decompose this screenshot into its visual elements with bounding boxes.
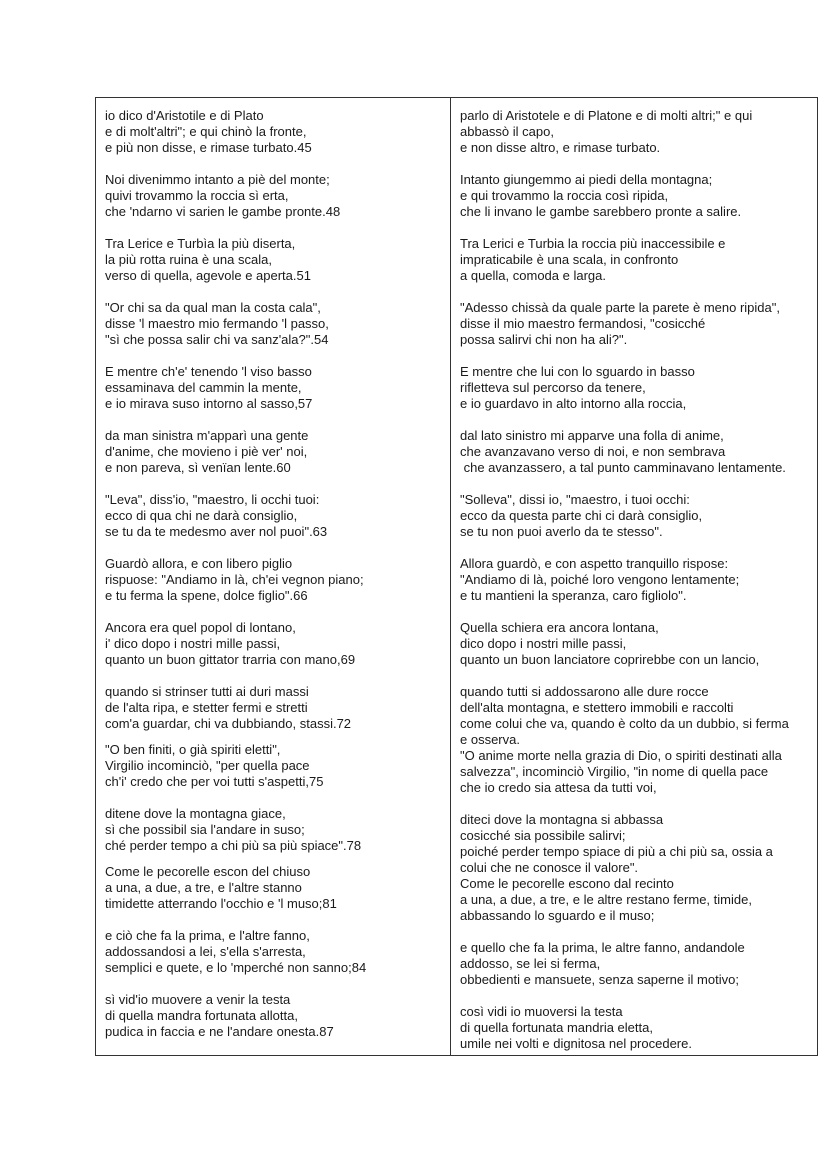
verse-comparison-table [95, 97, 818, 1056]
verse-line: la più rotta ruina è una scala, [105, 252, 272, 267]
stanza [460, 620, 808, 668]
verse-line: Guardò allora, e con libero piglio [105, 556, 293, 571]
stanza [460, 940, 808, 988]
verse-line: e di molt'altri"; e qui chinò la fronte, [105, 124, 307, 139]
verse-line: disse 'l maestro mio fermando 'l passo, [105, 316, 329, 331]
verse-line: e più non disse, e rimase turbato.45 [105, 140, 312, 155]
verse-line: d'anime, che movieno i piè ver' noi, [105, 444, 308, 459]
stanza [460, 364, 808, 412]
stanza [105, 556, 441, 604]
verse-line: e tu ferma la spene, dolce figlio".66 [105, 588, 308, 603]
verse-line: quanto un buon gittator trarria con mano,69 [105, 652, 356, 667]
stanza [105, 864, 441, 912]
verse-line: e qui trovammo la roccia così ripida, [460, 188, 669, 203]
verse-line: quivi trovammo la roccia sì erta, [105, 188, 289, 203]
stanza [105, 806, 441, 854]
verse-line: E mentre ch'e' tenendo 'l viso basso [105, 364, 312, 379]
stanza [105, 236, 441, 284]
verse-line: a quella, comoda e larga. [460, 268, 606, 283]
stanza [460, 492, 808, 540]
verse-line: da man sinistra m'apparì una gente [105, 428, 309, 443]
verse-line: e io mirava suso intorno al sasso,57 [105, 396, 313, 411]
verse-line: come colui che va, quando è colto da un dubbio, si ferma [460, 716, 789, 731]
stanza [105, 928, 441, 976]
verse-line: addossandosi a lei, s'ella s'arresta, [105, 944, 306, 959]
verse-line: possa salirvi chi non ha ali?". [460, 332, 628, 347]
verse-line: "sì che possa salir chi va sanz'ala?".54 [105, 332, 329, 347]
stanza [105, 108, 441, 156]
verse-line: di quella fortunata mandria eletta, [460, 1020, 653, 1035]
stanza [460, 428, 808, 476]
stanza [105, 992, 441, 1040]
verse-line: che avanzassero, a tal punto camminavano lentamente. [460, 460, 786, 475]
verse-line: diteci dove la montagna si abbassa [460, 812, 664, 827]
verse-line: se tu non puoi averlo da te stesso". [460, 524, 663, 539]
verse-line: a una, a due, a tre, e le altre restano ferme, timide, [460, 892, 752, 907]
verse-line: abbassando lo sguardo e il muso; [460, 908, 655, 923]
verse-line: di quella mandra fortunata allotta, [105, 1008, 298, 1023]
verse-line: e ciò che fa la prima, e l'altre fanno, [105, 928, 310, 943]
stanza [105, 428, 441, 476]
verse-line: essaminava del cammin la mente, [105, 380, 302, 395]
verse-line: così vidi io muoversi la testa [460, 1004, 623, 1019]
verse-line: ecco da questa parte chi ci darà consiglio, [460, 508, 703, 523]
stanza [105, 364, 441, 412]
verse-line: disse il mio maestro fermandosi, "cosicché [460, 316, 706, 331]
verse-line: Ancora era quel popol di lontano, [105, 620, 296, 635]
verse-line: cosicché sia possibile salirvi; [460, 828, 626, 843]
verse-line: e osserva. [460, 732, 520, 747]
verse-line: ditene dove la montagna giace, [105, 806, 286, 821]
verse-line: "O ben finiti, o già spiriti eletti", [105, 742, 281, 757]
verse-line: addosso, se lei si ferma, [460, 956, 601, 971]
verse-line: ecco di qua chi ne darà consiglio, [105, 508, 298, 523]
stanza [460, 1004, 808, 1052]
verse-line: verso di quella, agevole e aperta.51 [105, 268, 311, 283]
verse-line: quanto un buon lanciatore coprirebbe con un lancio, [460, 652, 760, 667]
verse-line: Tra Lerice e Turbìa la più diserta, [105, 236, 296, 251]
verse-line: ch'i' credo che per voi tutti s'aspetti,75 [105, 774, 324, 789]
verse-line: che li invano le gambe sarebbero pronte a salire. [460, 204, 742, 219]
verse-line: de l'alta ripa, e stetter fermi e stretti [105, 700, 308, 715]
verse-line: i' dico dopo i nostri mille passi, [105, 636, 281, 651]
verse-line: e non disse altro, e rimase turbato. [460, 140, 661, 155]
verse-line: obbedienti e mansuete, senza saperne il motivo; [460, 972, 739, 987]
verse-line: Come le pecorelle escon del chiuso [105, 864, 311, 879]
verse-line: Quella schiera era ancora lontana, [460, 620, 659, 635]
verse-line: "O anime morte nella grazia di Dio, o spiriti destinati alla [460, 748, 782, 763]
stanza [460, 236, 808, 284]
verse-line: che avanzavano verso di noi, e non sembrava [460, 444, 726, 459]
stanza [105, 172, 441, 220]
verse-line: Come le pecorelle escono dal recinto [460, 876, 674, 891]
verse-line: "Or chi sa da qual man la costa cala", [105, 300, 321, 315]
verse-line: timidette atterrando l'occhio e 'l muso;81 [105, 896, 337, 911]
verse-line: e tu mantieni la speranza, caro figliolo". [460, 588, 687, 603]
verse-line: e io guardavo in alto intorno alla roccia, [460, 396, 687, 411]
stanza [460, 812, 808, 924]
verse-line: Allora guardò, e con aspetto tranquillo rispose: [460, 556, 729, 571]
verse-line: se tu da te medesmo aver nol puoi".63 [105, 524, 328, 539]
verse-line: colui che ne conosce il valore". [460, 860, 639, 875]
stanza [105, 742, 441, 790]
stanza [105, 492, 441, 540]
verse-line: che io credo sia attesa da tutti voi, [460, 780, 657, 795]
verse-line: Tra Lerici e Turbia la roccia più inaccessibile e [460, 236, 726, 251]
verse-line: che 'ndarno vi sarien le gambe pronte.48 [105, 204, 341, 219]
verse-line: dell'alta montagna, e stettero immobili e raccolti [460, 700, 734, 715]
stanza [460, 300, 808, 348]
verse-line: salvezza", incominciò Virgilio, "in nome di quella pace [460, 764, 769, 779]
verse-line: dico dopo i nostri mille passi, [460, 636, 627, 651]
verse-line: rifletteva sul percorso da tenere, [460, 380, 646, 395]
verse-line: quando tutti si addossarono alle dure rocce [460, 684, 709, 699]
verse-line: pudica in faccia e ne l'andare onesta.87 [105, 1024, 334, 1039]
verse-line: sì che possibil sia l'andare in suso; [105, 822, 305, 837]
verse-line: "Adesso chissà da quale parte la parete è meno ripida", [460, 300, 780, 315]
verse-line: parlo di Aristotele e di Platone e di molti altri;" e qui [460, 108, 753, 123]
stanza [105, 300, 441, 348]
verse-line: Intanto giungemmo ai piedi della montagna; [460, 172, 713, 187]
stanza [460, 172, 808, 220]
verse-line: a una, a due, a tre, e l'altre stanno [105, 880, 302, 895]
stanza [460, 556, 808, 604]
verse-line: umile nei volti e dignitosa nel procedere. [460, 1036, 692, 1051]
verse-line: e quello che fa la prima, le altre fanno, andandole [460, 940, 745, 955]
verse-line: impraticabile è una scala, in confronto [460, 252, 679, 267]
verse-line: poiché perder tempo spiace di più a chi più sa, ossia a [460, 844, 773, 859]
verse-line: abbassò il capo, [460, 124, 554, 139]
verse-line: rispuose: "Andiamo in là, ch'ei vegnon piano; [105, 572, 364, 587]
verse-line: com'a guardar, chi va dubbiando, stassi.72 [105, 716, 352, 731]
stanza [460, 108, 808, 156]
verse-line: ché perder tempo a chi più sa più spiace".78 [105, 838, 362, 853]
paraphrase-column [451, 98, 817, 1055]
verse-line: sì vid'io muovere a venir la testa [105, 992, 291, 1007]
stanza [460, 684, 808, 796]
stanza [105, 620, 441, 668]
verse-line: E mentre che lui con lo sguardo in basso [460, 364, 695, 379]
verse-line: "Solleva", dissi io, "maestro, i tuoi occhi: [460, 492, 690, 507]
original-text-column [96, 98, 451, 1055]
verse-line: "Leva", diss'io, "maestro, li occhi tuoi: [105, 492, 320, 507]
verse-line: "Andiamo di là, poiché loro vengono lentamente; [460, 572, 740, 587]
verse-line: semplici e quete, e lo 'mperché non sanno;84 [105, 960, 367, 975]
verse-line: dal lato sinistro mi apparve una folla di anime, [460, 428, 724, 443]
verse-line: quando si strinser tutti ai duri massi [105, 684, 309, 699]
verse-line: Noi divenimmo intanto a piè del monte; [105, 172, 330, 187]
verse-line: Virgilio incominciò, "per quella pace [105, 758, 310, 773]
verse-line: io dico d'Aristotile e di Plato [105, 108, 264, 123]
verse-line: e non pareva, sì venïan lente.60 [105, 460, 291, 475]
stanza [105, 684, 441, 732]
